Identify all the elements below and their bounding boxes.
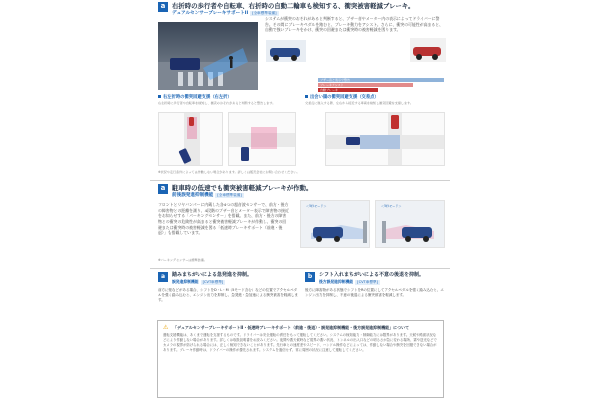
section3-left-title: 踏みまちがいによる急発進を抑制。 [172, 272, 253, 278]
section3-left-subtitle [172, 280, 225, 285]
diagram-mode-label: ＜5秒モード＞ [381, 204, 402, 208]
section2-subtitle [172, 193, 312, 199]
section1-subtitle-text: デュアルセンサーブレーキサポートII [172, 11, 249, 17]
section1-header [158, 2, 414, 17]
section3-right-subtitle-text: 後方誤発進抑制機能 [319, 279, 354, 284]
section1-body: システムが衝突のおそれがあると判断すると、ブザー音やメーター内の表示によってドライバーに警告。その間にブレーキペダルを踏むと、ブレーキ動力をアシスト。さらに、衝突の可能性が高まると、自動で強いブレーキをかけ、衝突の回避または衝突時の被害軽減を図ります。 [265, 16, 444, 33]
section2-header [158, 184, 312, 199]
parking-diagram-front [300, 200, 370, 248]
hero-photo-intersection [158, 22, 258, 90]
section3-left-icon: a [158, 272, 168, 282]
diagram-right-text: 交差点に進入する際、左右から接近する車両を検知し衝突回避を支援します。 [305, 101, 414, 105]
car-blue-icon [266, 40, 306, 62]
section3-right-tag: [CVT車標準] [357, 280, 378, 284]
warning-icon: ⚠ [163, 324, 169, 331]
section1-tag: [全車標準装備] [252, 11, 277, 16]
section3-left-subtitle-text: 誤発進抑制機能 [172, 279, 199, 284]
diagram-left-text: 右左折時に歩行者や自転車を検知し、衝突のおそれがあると判断すると警告します。 [158, 101, 276, 105]
diagram-mode-label: ＜5秒モード＞ [306, 204, 327, 208]
section3-right-icon: b [305, 272, 315, 282]
section1-title: 右折時の歩行者や自転車、右折時の自動二輪車も検知する、衝突被害軽減ブレーキ。 [172, 2, 415, 10]
section2-note: ※パーキングセンサーは標準装備。 [158, 258, 207, 262]
warning-text: 運転支援機能は、あくまで運転を支援するものです。ドライバーは安全運転の責任をもって運転してください。システムの検知能力・制御能力には限界があります。天候や路面状況などにより作動しない場合があります。詳しくは取扱説明書をお読みください。夜間や悪天候時など視界の悪い状況、トンネルの出入口などの明るさが急に変わる場所、霧や逆光などでカメラの視界が妨げられる場合には、正しく検知できないことがあります。先行車との速度差やスピード、ハンドル操作などによっては、作動しない場合や衝突を回避できない場合があります。ブレーキ作動時は、ドライバーの操作が優先されます。システムを過信せず、常に周囲の状況に注意して運転してください。 [163, 333, 437, 352]
diagram-intersection [325, 112, 445, 166]
parking-rear-svg [376, 201, 445, 248]
section3-left-body: 前方に壁などがある場合、シフトをD・L・M（5モード含む）などの位置でアクセルペダルを強く踏み込むと、エンジン出力を抑制し、急発進・急加速による衝突被害を軽減します。 [158, 288, 298, 303]
diagram-left-turn [228, 112, 296, 166]
car-red-icon [410, 38, 446, 62]
parking-diagram-rear [375, 200, 445, 248]
section-icon: a [158, 184, 168, 194]
timeline-assist: ブレーキアシスト [318, 83, 413, 87]
section2-title: 駐車時の低速でも衝突被害軽減ブレーキが作動。 [172, 184, 313, 192]
section3-left-tag: [CVT車標準] [202, 280, 224, 284]
divider [150, 268, 450, 269]
intersection-illustration [158, 22, 258, 90]
car-photo-right [410, 38, 446, 62]
timeline-auto-brake: 自動ブレーキ [318, 88, 378, 92]
section3-right-body: 後方に障害物がある状態でシフトをRの位置にしてアクセルペダルを強く踏み込むと、エンジン出力を抑制し、不意の後退による衝突被害を軽減します。 [305, 288, 444, 298]
diagram-right-turn [158, 112, 223, 166]
brake-timeline [318, 78, 444, 96]
section2-tag: [全車標準装備] [217, 193, 242, 198]
diagram-right-label: 出会い頭の衝突回避支援（交差点） [305, 95, 379, 101]
timeline-warning: ブザー音と表示で警告 [318, 78, 444, 82]
diagram-left-label: 右左折時の衝突回避支援（右左折） [158, 95, 232, 101]
section-icon: a [158, 2, 168, 12]
section3-right-title: シフト入れまちがいによる不意の後退を抑制。 [319, 272, 425, 278]
warning-box [157, 320, 444, 398]
parking-front-svg [301, 201, 370, 248]
warning-title: 「デュアルセンサーブレーキサポートII・低速時ブレーキサポート（前進・後退）・誤発進抑制機能・後方誤発進抑制機能」について [173, 325, 410, 331]
section2-subtitle-text: 前後誤発進抑制機能 [172, 193, 214, 199]
section1-note: ※状況や走行条件によっては作動しない場合があります。詳しくは販売会社にお問い合わせください。 [158, 170, 300, 174]
car-photo-left [266, 40, 306, 62]
divider [150, 180, 450, 181]
section3-right-subtitle [319, 280, 380, 285]
section2-body: フロントとリヤバンパーに内蔵した各4つの超音波センサーで、前方・後方の障害物との距離を測り、4段階のブザー音とメーター表示で障害物の接近をお知らせする「パーキングセンサー」を搭載。また、前方・後方の障害物との衝突の危険性が高まると衝突被害軽減ブレーキが作動し、衝突の回避または衝突時の被害軽減を図る「低速時ブレーキサポート（前進・後退）」も搭載しています。 [158, 202, 289, 236]
